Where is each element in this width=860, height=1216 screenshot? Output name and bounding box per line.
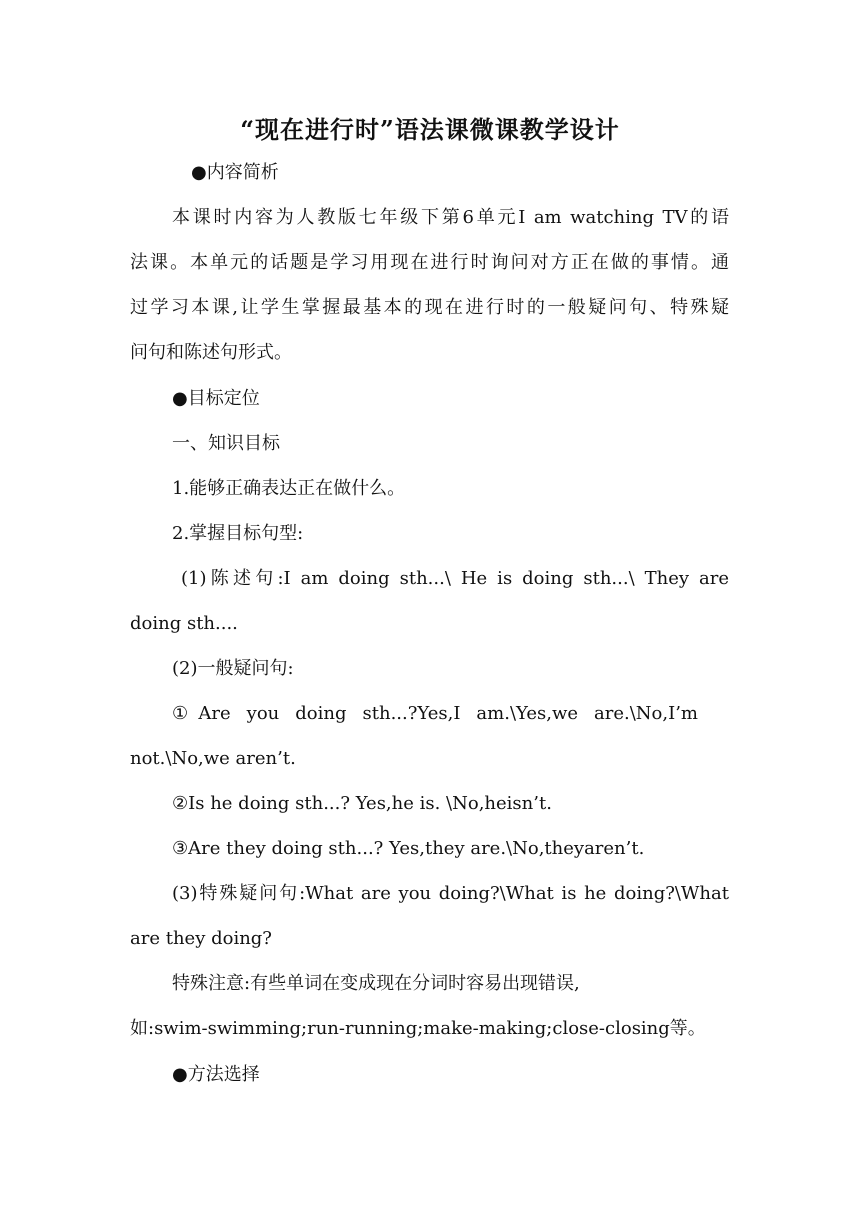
section-heading-content-analysis: ●内容简析 [191,162,279,183]
section-heading-methods: ●方法选择 [172,1064,260,1085]
list-item: 2.掌握目标句型: [172,523,304,544]
sentence-pattern-line: doing sth.... [130,613,238,634]
list-item: 1.能够正确表达正在做什么。 [172,478,406,499]
paragraph-line: 过学习本课,让学生掌握最基本的现在进行时的一般疑问句、特殊疑 [130,297,729,318]
sentence-pattern-line: ②Is he doing sth...? Yes,he is. \No,heisn’t. [172,793,552,814]
section-heading-goals: ●目标定位 [172,388,260,409]
note-line: 如:swim-swimming;run-running;make-making;close-closing等。 [130,1018,706,1039]
paragraph-line: 问句和陈述句形式。 [130,342,292,363]
subheading-knowledge-goals: 一、知识目标 [172,433,280,454]
paragraph-line: 本课时内容为人教版七年级下第6单元I am watching TV的语 [172,207,729,228]
sentence-pattern-line: not.\No,we aren’t. [130,748,296,769]
note-line: 特殊注意:有些单词在变成现在分词时容易出现错误, [172,973,580,994]
sentence-pattern-line: (3)特殊疑问句:What are you doing?\What is he doing?\What [172,883,729,904]
sentence-pattern-line: ③Are they doing sth...? Yes,they are.\No,theyaren’t. [172,838,645,859]
sentence-pattern-line: (1)陈述句:I am doing sth...\ He is doing sth...\ They are [181,568,729,589]
paragraph-line: 法课。本单元的话题是学习用现在进行时询问对方正在做的事情。通 [130,252,729,273]
sentence-pattern-heading: (2)一般疑问句: [172,658,294,679]
document-title: “现在进行时”语法课微课教学设计 [240,115,620,144]
sentence-pattern-line: are they doing? [130,928,272,949]
sentence-pattern-line: ①Are you doing sth...?Yes,I am.\Yes,we are.\No,I’m [172,703,698,724]
